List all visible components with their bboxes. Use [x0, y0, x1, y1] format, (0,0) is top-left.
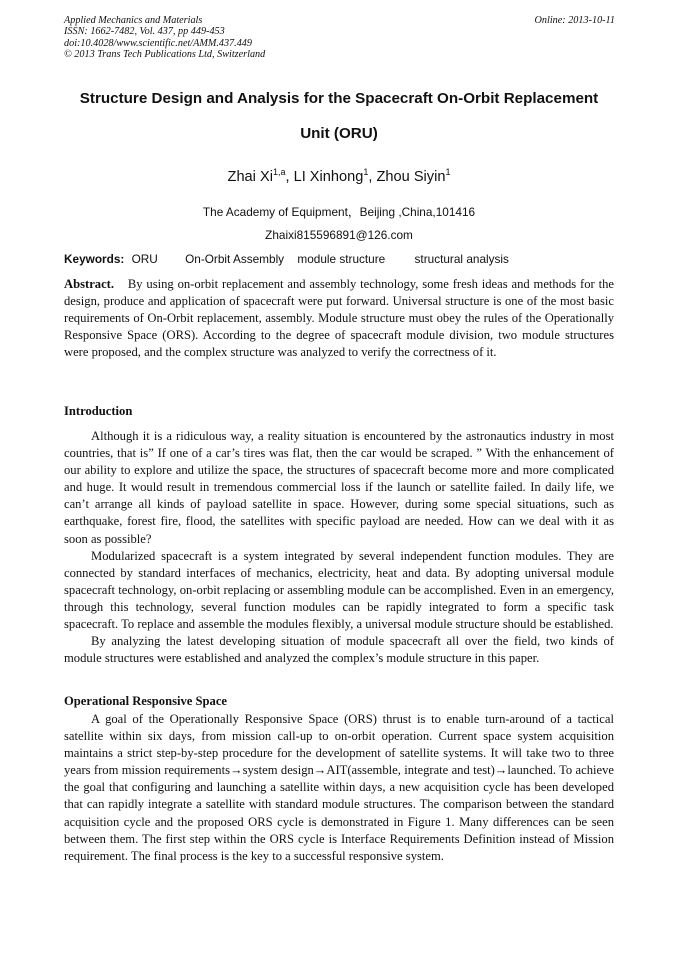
keyword: module structure [297, 252, 386, 266]
paragraph: Modularized spacecraft is a system integrated by several independent function modules. They are connected by standard interfaces of mechanics, electricity, heat and data. By adopting universal module spacecraft technology, on-orbit replacing or assembling module can be accomplished. Even in an emergency, through this technology, several function modules can be rapidly integrated to form a specific task spacecraft. To replace and assemble the modules flexibly, a universal module structure should be established. [64, 548, 614, 632]
keywords-line [64, 252, 624, 266]
journal-header [64, 15, 615, 60]
author-email: Zhaixi815596891@126.com [265, 228, 413, 242]
abstract [64, 276, 614, 361]
author-name: LI Xinhong [293, 168, 364, 185]
paragraph: Although it is a ridiculous way, a reality situation is encountered by the astronautics industry in most countries, that is” If one of a car’s tires was flat, then the car would be scraped. ” With the enhancement of our ability to explore and utilize the space, the structures of spacecraft become more and more complicated and huge. It would result in tremendous commercial loss if the launch or satellite failed. In daily life, we can’t arrange all kinds of payload satellite in space. However, during some special situations, such as earthquake, forest fire, flood, the satellites with specific payload are needed. How can we deal with it as soon as possible? [64, 429, 614, 546]
keyword: On-Orbit Assembly [185, 252, 285, 266]
author-list [0, 167, 678, 185]
abstract-label: Abstract. [64, 277, 115, 291]
paragraph: By analyzing the latest developing situation of module spacecraft all over the field, two kinds of module structures were established and analyzed the complex’s module structure in this paper. [64, 634, 614, 666]
section-heading-ors: Operational Responsive Space [64, 694, 228, 708]
issn-line: ISSN: 1662-7482, Vol. 437, pp 449-453 [64, 26, 225, 38]
keyword: ORU [131, 252, 158, 266]
title-line-1: Structure Design and Analysis for the Spacecraft On-Orbit Replacement [79, 90, 599, 107]
author-affil-marker: 1,a [272, 167, 286, 177]
keyword: structural analysis [414, 252, 509, 266]
title-line-2: Unit (ORU) [300, 125, 378, 142]
author-affil-marker: 1 [363, 167, 369, 177]
abstract-text: By using on-orbit replacement and assembly technology, some fresh ideas and methods for the design, produce and application of spacecraft were put forward. Universal structure is one of the most basic requirements of On-Orbit replacement, assembly. Module structure must obey the rules of the Operationally Responsive Space (ORS). According to the degree of spacecraft module division, two module structures were proposed, and the complex structure was analyzed to verify the correctness of it. [64, 277, 614, 360]
section-heading-introduction: Introduction [64, 404, 133, 418]
doi-line: doi:10.4028/www.scientific.net/AMM.437.449 [64, 37, 252, 49]
copyright-line: © 2013 Trans Tech Publications Ltd, Switzerland [64, 48, 266, 60]
paragraph: A goal of the Operationally Responsive Space (ORS) thrust is to enable turn-around of a tactical satellite within six days, from mission call-up to on-orbit operation. Current space system acquisition maintains a strict step-by-step procedure for the development of satellite systems. It will take two to three years from mission requirements→system design→AIT(assemble, integrate and test)→launched. To achieve the goal that configuring and launching a satellite within days, a new acquisition cycle has been developed that can rapidly integrate a satellite with standard module structures. The comparison between the standard acquisition cycle and the proposed ORS cycle is demonstrated in Figure 1. Many differences can be seen between them. The first step within the ORS cycle is Interface Requirements Definition instead of Mission requirement. The final process is the key to a successful responsive system. [64, 712, 614, 863]
author-affil-marker: 1 [445, 167, 451, 177]
author-name: Zhou Siyin [376, 168, 446, 185]
keywords-label: Keywords: [64, 252, 125, 266]
author-separator: , [368, 168, 377, 185]
author-name: Zhai Xi [227, 168, 273, 185]
affiliation: The Academy of Equipment，Beijing ,China,101416 [202, 205, 476, 219]
journal-name: Applied Mechanics and Materials [64, 15, 203, 26]
online-date: Online: 2013-10-11 [534, 15, 615, 26]
introduction-body [64, 428, 614, 667]
ors-body [64, 711, 614, 865]
author-separator: , [285, 168, 294, 185]
